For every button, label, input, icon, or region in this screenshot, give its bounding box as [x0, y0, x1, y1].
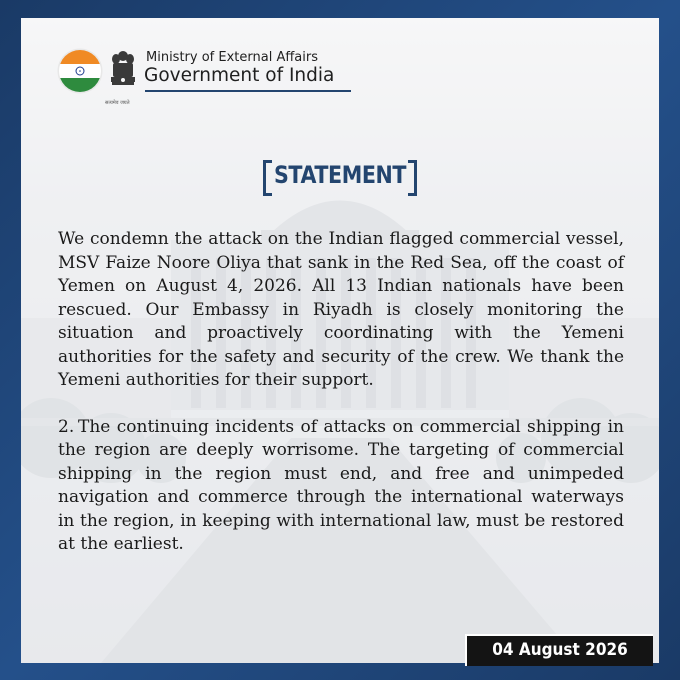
paragraph-2-text: The continuing incidents of attacks on commercial shipping in the region are deeply worrisome. The targeting of commercial shipping in the region must end, and free and unimpeded navigation and commerce through the international waterways in the region, in keeping with international law, must be restored at the earliest. [58, 416, 624, 554]
paragraph-1: We condemn the attack on the Indian flagged commercial vessel, MSV Faize Noore Oliya that sank in the Red Sea, off the coast of Yemen on August 4, 2026. All 13 Indian nationals have been rescued. Our Embassy in Riyadh is closely monitoring the situation and proactively coordinating with the Yemeni authorities for the safety and security of the crew. We thank the Yemeni authorities for their support. [58, 229, 624, 390]
statement-date: 04 August 2026 [492, 640, 628, 660]
paragraph-2-number: 2. [58, 416, 75, 437]
india-flag-icon [57, 48, 103, 94]
left-bracket [263, 160, 272, 196]
ministry-name: Ministry of External Affairs [146, 50, 318, 65]
date-badge [465, 634, 653, 666]
right-bracket [408, 160, 417, 196]
government-name: Government of India [144, 65, 335, 86]
ministry-header [57, 44, 357, 104]
emblem-motto: सत्यमेव जयते [105, 100, 130, 106]
statement-title: STATEMENT [273, 161, 407, 189]
ashoka-emblem-icon [107, 46, 139, 98]
statement-heading [263, 154, 417, 196]
paragraph-2 [58, 416, 624, 557]
statement-body [58, 228, 624, 557]
statement-card [21, 18, 659, 663]
header-divider [145, 90, 351, 92]
